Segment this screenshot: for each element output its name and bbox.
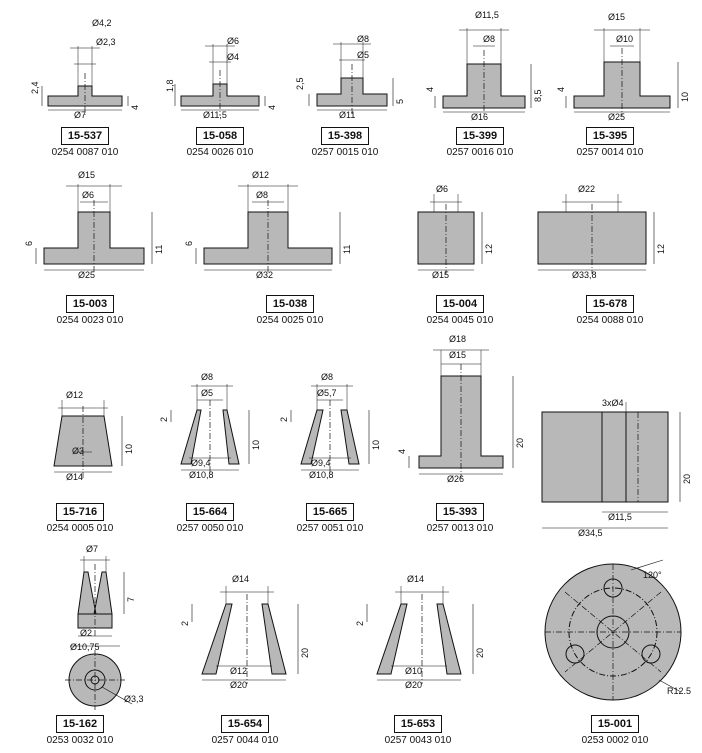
part-15-393-drawing [395,338,530,488]
dim-label: 10 [371,439,381,450]
dim-label: 4 [556,86,566,92]
part-15-399 [425,10,545,122]
part-15-058 [165,18,275,118]
dim-label: 20 [475,647,485,658]
part-code-15-664: 0257 0050 010 [176,523,244,534]
part-id-15-162: 15-162 [56,715,104,733]
dim-label: 20 [682,473,692,484]
part-id-15-716: 15-716 [56,503,104,521]
part-15-058-drawing [165,18,275,118]
dim-label: 20 [515,437,525,448]
part-15-716 [30,392,140,492]
dim-label: Ø12 [252,170,270,180]
part-id-15-003: 15-003 [66,295,114,313]
part-code-15-398: 0257 0015 010 [311,147,379,158]
dim-label: Ø8 [483,34,496,44]
part-code-15-395: 0257 0014 010 [576,147,644,158]
dim-label: 1,8 [165,79,175,92]
dim-label: 2 [180,620,190,626]
dim-label: Ø25 [608,112,626,122]
part-15-001 [535,562,695,712]
dim-label: 6 [24,240,34,246]
part-15-716-drawing [30,392,140,492]
dim-label: Ø8 [256,190,269,200]
dim-label: Ø14 [232,574,250,584]
dim-label: Ø10,8 [309,470,334,480]
part-15-395-drawing [560,10,690,118]
part-id-15-395: 15-395 [586,127,634,145]
part-id-15-001: 15-001 [591,715,639,733]
dim-label: Ø14 [407,574,425,584]
dim-label: 2 [159,416,169,422]
part-bushing-block-drawing [530,400,695,550]
part-code-15-716: 0254 0005 010 [46,523,114,534]
dim-label: 12 [484,243,494,254]
part-15-398-drawing [295,18,410,118]
part-15-678 [520,184,670,280]
dim-label: Ø26 [447,474,465,484]
dim-label: Ø20 [405,680,423,690]
dim-label: Ø5 [357,50,370,60]
part-15-038-drawing [190,172,350,282]
dim-label: Ø11,5 [475,10,499,20]
caption-15-654 [185,714,305,746]
part-id-15-058: 15-058 [196,127,244,145]
part-code-15-393: 0257 0013 010 [426,523,494,534]
dim-label: Ø15 [78,170,96,180]
dim-label: 12 [656,243,666,254]
dim-label: 2 [279,416,289,422]
dim-label: 4 [425,86,435,92]
dim-label: Ø32 [256,270,274,280]
part-15-654-drawing [180,582,320,702]
dim-label: Ø6 [82,190,95,200]
dim-label: Ø20 [230,680,248,690]
dim-label: Ø7 [86,544,99,554]
dim-label: Ø11,5 [203,110,227,120]
part-15-665 [275,370,390,490]
caption-15-665 [270,502,390,534]
dim-label: Ø11,5 [608,512,632,522]
dim-label: 11 [342,244,352,254]
part-15-038 [184,170,352,282]
part-15-398 [295,18,410,118]
part-id-15-398: 15-398 [321,127,369,145]
part-15-653 [355,574,495,702]
dim-label: Ø10 [616,34,634,44]
part-id-15-038: 15-038 [266,295,314,313]
part-id-15-004: 15-004 [436,295,484,313]
dim-label: Ø4 [227,52,240,62]
part-code-15-665: 0257 0051 010 [296,523,364,534]
caption-15-537 [25,126,145,158]
caption-15-058 [160,126,280,158]
dim-label: Ø25 [78,270,96,280]
dim-label: Ø5,7 [317,388,337,398]
dim-label: Ø8 [321,372,334,382]
dim-label: Ø2,3 [96,37,116,47]
dim-label: Ø15 [608,12,626,22]
dim-label: Ø12 [66,390,84,400]
part-code-15-162: 0253 0032 010 [46,735,114,746]
dim-label: Ø3 [72,446,85,456]
dim-label: 120° [643,570,662,580]
part-code-15-058: 0254 0026 010 [186,147,254,158]
dim-label: Ø7 [74,110,87,120]
dim-label: Ø8 [201,372,214,382]
part-id-15-399: 15-399 [456,127,504,145]
dim-label: Ø14 [66,472,84,482]
dim-label: Ø16 [471,112,489,122]
dim-label: 8,5 [533,89,543,102]
dim-label: 2,5 [295,77,305,90]
dim-label: Ø6 [436,184,449,194]
dim-label: Ø33,8 [572,270,597,280]
caption-15-678 [550,294,670,326]
part-code-15-653: 0257 0043 010 [384,735,452,746]
caption-15-399 [420,126,540,158]
dim-label: Ø10,75 [70,642,100,652]
caption-15-398 [285,126,405,158]
dim-label: Ø15 [432,270,450,280]
part-id-15-678: 15-678 [586,295,634,313]
part-15-537 [30,18,140,118]
dim-label: 10 [680,91,690,102]
part-15-537-drawing [30,18,140,118]
part-15-004 [390,184,500,280]
part-15-162 [40,544,150,712]
caption-15-004 [400,294,520,326]
dim-label: Ø8 [357,34,370,44]
dim-label: Ø11 [339,110,356,120]
part-id-15-664: 15-664 [186,503,234,521]
dim-label: 2,4 [30,81,40,94]
dim-label: 4 [130,104,140,110]
dim-label: 3xØ4 [602,398,624,408]
part-id-15-665: 15-665 [306,503,354,521]
caption-15-653 [358,714,478,746]
caption-15-664 [150,502,270,534]
part-bushing-block [530,400,695,550]
caption-15-003 [30,294,150,326]
part-15-399-drawing [425,10,545,118]
caption-15-716 [20,502,140,534]
dim-label: Ø22 [578,184,596,194]
part-code-15-003: 0254 0023 010 [56,315,124,326]
dim-label: 7 [126,596,136,602]
part-15-653-drawing [355,582,495,702]
part-15-003-drawing [22,172,162,282]
dim-label: Ø9,4 [191,458,211,468]
dim-label: Ø3,3 [124,694,144,704]
dim-label: Ø34,5 [578,528,603,538]
dim-label: Ø9,4 [311,458,331,468]
part-code-15-038: 0254 0025 010 [256,315,324,326]
part-code-15-001: 0253 0002 010 [581,735,649,746]
dim-label: 4 [267,104,277,110]
part-code-15-654: 0257 0044 010 [211,735,279,746]
part-code-15-678: 0254 0088 010 [576,315,644,326]
part-15-162-drawing [40,552,150,712]
caption-15-038 [230,294,350,326]
dim-label: Ø4,2 [92,18,112,28]
dim-label: 10 [251,439,261,450]
caption-15-162 [20,714,140,746]
part-15-395 [556,10,690,122]
part-15-003 [22,172,162,282]
dim-label: R12.5 [667,686,692,696]
part-id-15-653: 15-653 [394,715,442,733]
dim-label: 2 [355,620,365,626]
dim-label: Ø18 [449,334,467,344]
dim-label: 5 [395,98,405,104]
part-15-654 [180,574,320,702]
part-id-15-654: 15-654 [221,715,269,733]
part-15-678-drawing [520,190,670,280]
part-code-15-399: 0257 0016 010 [446,147,514,158]
part-15-393 [395,334,530,488]
dim-label: Ø10 [405,666,423,676]
dim-label: 6 [184,240,194,246]
dim-label: Ø5 [201,388,214,398]
dim-label: 20 [300,647,310,658]
part-id-15-393: 15-393 [436,503,484,521]
caption-15-393 [400,502,520,534]
part-code-15-004: 0254 0045 010 [426,315,494,326]
dim-label: 10 [124,443,134,454]
dim-label: Ø2 [80,628,93,638]
dim-label: Ø6 [227,36,240,46]
part-id-15-537: 15-537 [61,127,109,145]
caption-15-395 [550,126,670,158]
caption-15-001 [555,714,675,746]
dim-label: Ø15 [449,350,467,360]
dim-label: 4 [397,448,407,454]
dim-label: Ø12 [230,666,248,676]
part-15-664 [155,370,270,490]
dim-label: Ø10,8 [189,470,214,480]
dim-label: 11 [154,244,164,254]
part-15-004-drawing [390,190,500,280]
part-code-15-537: 0254 0087 010 [51,147,119,158]
